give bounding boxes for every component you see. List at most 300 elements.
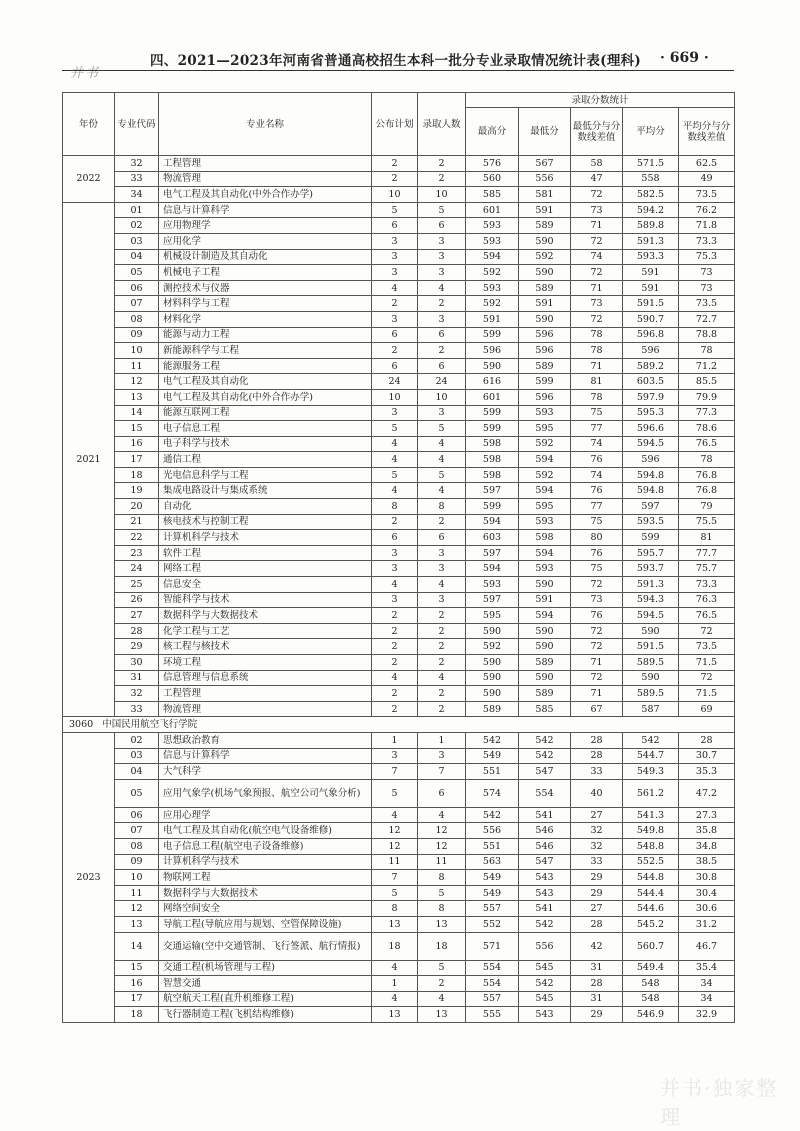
- avg-diff-cell: 73: [679, 265, 735, 281]
- max-cell: 585: [466, 187, 519, 203]
- name-cell: 智慧交通: [159, 976, 372, 992]
- avg-cell: 591.5: [623, 639, 679, 655]
- code-cell: 01: [115, 202, 159, 218]
- code-cell: 31: [115, 670, 159, 686]
- table-row: [63, 686, 735, 702]
- avg-diff-cell: 30.7: [679, 748, 735, 764]
- table-row: [63, 156, 735, 172]
- table-row: [63, 592, 735, 608]
- table-row: [63, 901, 735, 917]
- min-diff-cell: 33: [571, 764, 623, 780]
- min-cell: 596: [519, 343, 571, 359]
- min-cell: 593: [519, 405, 571, 421]
- admit-cell: 4: [418, 577, 466, 593]
- admit-cell: 6: [418, 779, 466, 807]
- min-cell: 543: [519, 885, 571, 901]
- plan-cell: 3: [372, 311, 418, 327]
- plan-cell: 2: [372, 623, 418, 639]
- name-cell: 电气工程及其自动化(中外合作办学): [159, 389, 372, 405]
- min-cell: 589: [519, 358, 571, 374]
- min-diff-cell: 74: [571, 467, 623, 483]
- max-cell: 557: [466, 901, 519, 917]
- table-row: [63, 916, 735, 932]
- max-cell: 571: [466, 932, 519, 960]
- name-cell: 导航工程(导航应用与规划、空管保障设施): [159, 916, 372, 932]
- admit-cell: 5: [418, 467, 466, 483]
- table-row: [63, 655, 735, 671]
- avg-cell: 594.8: [623, 467, 679, 483]
- min-cell: 546: [519, 823, 571, 839]
- min-diff-cell: 74: [571, 249, 623, 265]
- max-cell: 554: [466, 976, 519, 992]
- plan-cell: 2: [372, 655, 418, 671]
- table-row: [63, 639, 735, 655]
- code-cell: 24: [115, 561, 159, 577]
- code-cell: 03: [115, 233, 159, 249]
- admit-cell: 2: [418, 639, 466, 655]
- avg-diff-cell: 32.9: [679, 1007, 735, 1023]
- header-rule: [62, 70, 734, 71]
- avg-cell: 548: [623, 976, 679, 992]
- admit-cell: 3: [418, 748, 466, 764]
- name-cell: 智能科学与技术: [159, 592, 372, 608]
- max-cell: 556: [466, 823, 519, 839]
- min-cell: 595: [519, 421, 571, 437]
- min-diff-cell: 76: [571, 452, 623, 468]
- code-cell: 18: [115, 467, 159, 483]
- avg-diff-cell: 30.4: [679, 885, 735, 901]
- plan-cell: 1: [372, 976, 418, 992]
- avg-cell: 590: [623, 670, 679, 686]
- avg-cell: 542: [623, 732, 679, 748]
- max-cell: 603: [466, 530, 519, 546]
- avg-cell: 594.2: [623, 202, 679, 218]
- plan-cell: 13: [372, 916, 418, 932]
- max-cell: 590: [466, 655, 519, 671]
- table-row: [63, 561, 735, 577]
- page-number: · 669 ·: [660, 50, 709, 66]
- table-row: [63, 389, 735, 405]
- table-row: [63, 249, 735, 265]
- min-diff-cell: 72: [571, 577, 623, 593]
- min-diff-cell: 72: [571, 233, 623, 249]
- max-cell: 592: [466, 265, 519, 281]
- admit-cell: 3: [418, 561, 466, 577]
- min-diff-cell: 72: [571, 639, 623, 655]
- max-cell: 598: [466, 436, 519, 452]
- admit-cell: 6: [418, 358, 466, 374]
- min-cell: 590: [519, 623, 571, 639]
- avg-diff-cell: 76.2: [679, 202, 735, 218]
- name-cell: 光电信息科学与工程: [159, 467, 372, 483]
- institution-section: [63, 717, 735, 733]
- min-diff-cell: 76: [571, 483, 623, 499]
- min-diff-cell: 67: [571, 701, 623, 717]
- plan-cell: 10: [372, 187, 418, 203]
- min-diff-cell: 58: [571, 156, 623, 172]
- name-cell: 电气工程及其自动化(航空电气设备维修): [159, 823, 372, 839]
- admit-cell: 5: [418, 885, 466, 901]
- avg-cell: 594.3: [623, 592, 679, 608]
- code-cell: 17: [115, 452, 159, 468]
- min-cell: 542: [519, 732, 571, 748]
- col-year: 年份: [63, 93, 115, 156]
- admit-cell: 10: [418, 389, 466, 405]
- avg-cell: 548: [623, 991, 679, 1007]
- avg-cell: 591.5: [623, 296, 679, 312]
- max-cell: 594: [466, 249, 519, 265]
- admit-cell: 3: [418, 233, 466, 249]
- watermark: 并书·独家整理: [660, 1076, 779, 1129]
- name-cell: 思想政治教育: [159, 732, 372, 748]
- name-cell: 软件工程: [159, 545, 372, 561]
- admit-cell: 6: [418, 218, 466, 234]
- col-max: 最高分: [466, 108, 519, 156]
- avg-cell: 587: [623, 701, 679, 717]
- table-row: [63, 218, 735, 234]
- max-cell: 601: [466, 202, 519, 218]
- avg-cell: 561.2: [623, 779, 679, 807]
- name-cell: 数据科学与大数据技术: [159, 608, 372, 624]
- min-diff-cell: 28: [571, 732, 623, 748]
- avg-diff-cell: 73.5: [679, 187, 735, 203]
- avg-cell: 552.5: [623, 854, 679, 870]
- avg-diff-cell: 30.6: [679, 901, 735, 917]
- admit-cell: 1: [418, 732, 466, 748]
- plan-cell: 4: [372, 577, 418, 593]
- code-cell: 20: [115, 499, 159, 515]
- min-diff-cell: 80: [571, 530, 623, 546]
- min-diff-cell: 28: [571, 976, 623, 992]
- avg-diff-cell: 78.8: [679, 327, 735, 343]
- code-cell: 23: [115, 545, 159, 561]
- name-cell: 能源互联网工程: [159, 405, 372, 421]
- name-cell: 材料科学与工程: [159, 296, 372, 312]
- plan-cell: 5: [372, 467, 418, 483]
- min-diff-cell: 73: [571, 202, 623, 218]
- admit-cell: 18: [418, 932, 466, 960]
- admit-cell: 3: [418, 311, 466, 327]
- code-cell: 15: [115, 960, 159, 976]
- code-cell: 14: [115, 405, 159, 421]
- code-cell: 13: [115, 389, 159, 405]
- name-cell: 信息与计算科学: [159, 202, 372, 218]
- name-cell: 环境工程: [159, 655, 372, 671]
- min-cell: 543: [519, 1007, 571, 1023]
- max-cell: 590: [466, 686, 519, 702]
- avg-cell: 603.5: [623, 374, 679, 390]
- avg-cell: 582.5: [623, 187, 679, 203]
- col-avg-diff: 平均分与分数线差值: [679, 108, 735, 156]
- avg-diff-cell: 72: [679, 623, 735, 639]
- avg-cell: 594.8: [623, 483, 679, 499]
- min-cell: 541: [519, 901, 571, 917]
- avg-diff-cell: 78.6: [679, 421, 735, 437]
- name-cell: 数据科学与大数据技术: [159, 885, 372, 901]
- avg-diff-cell: 79.9: [679, 389, 735, 405]
- avg-cell: 548.8: [623, 838, 679, 854]
- name-cell: 网络工程: [159, 561, 372, 577]
- max-cell: 596: [466, 343, 519, 359]
- code-cell: 33: [115, 701, 159, 717]
- col-plan: 公布计划: [372, 93, 418, 156]
- avg-cell: 589.5: [623, 655, 679, 671]
- max-cell: 555: [466, 1007, 519, 1023]
- min-diff-cell: 47: [571, 171, 623, 187]
- name-cell: 物流管理: [159, 701, 372, 717]
- plan-cell: 4: [372, 452, 418, 468]
- avg-cell: 593.7: [623, 561, 679, 577]
- plan-cell: 3: [372, 233, 418, 249]
- max-cell: 554: [466, 960, 519, 976]
- name-cell: 信息安全: [159, 577, 372, 593]
- plan-cell: 5: [372, 421, 418, 437]
- plan-cell: 8: [372, 499, 418, 515]
- max-cell: 597: [466, 592, 519, 608]
- min-diff-cell: 71: [571, 280, 623, 296]
- code-cell: 27: [115, 608, 159, 624]
- min-cell: 592: [519, 436, 571, 452]
- min-cell: 594: [519, 608, 571, 624]
- code-cell: 32: [115, 156, 159, 172]
- min-cell: 590: [519, 233, 571, 249]
- min-diff-cell: 27: [571, 807, 623, 823]
- code-cell: 32: [115, 686, 159, 702]
- plan-cell: 11: [372, 854, 418, 870]
- name-cell: 物流管理: [159, 171, 372, 187]
- plan-cell: 4: [372, 991, 418, 1007]
- avg-diff-cell: 79: [679, 499, 735, 515]
- plan-cell: 1: [372, 732, 418, 748]
- min-diff-cell: 40: [571, 779, 623, 807]
- code-cell: 06: [115, 280, 159, 296]
- admit-cell: 2: [418, 514, 466, 530]
- max-cell: 598: [466, 467, 519, 483]
- max-cell: 557: [466, 991, 519, 1007]
- table-row: [63, 233, 735, 249]
- min-cell: 590: [519, 311, 571, 327]
- name-cell: 核电技术与控制工程: [159, 514, 372, 530]
- admit-cell: 2: [418, 171, 466, 187]
- code-cell: 08: [115, 311, 159, 327]
- name-cell: 电子科学与技术: [159, 436, 372, 452]
- table-row: [63, 545, 735, 561]
- code-cell: 12: [115, 901, 159, 917]
- name-cell: 机械电子工程: [159, 265, 372, 281]
- code-cell: 22: [115, 530, 159, 546]
- admit-cell: 5: [418, 421, 466, 437]
- min-diff-cell: 29: [571, 870, 623, 886]
- table-row: [63, 823, 735, 839]
- code-cell: 14: [115, 932, 159, 960]
- year-cell: 2022: [63, 156, 115, 203]
- min-cell: 591: [519, 202, 571, 218]
- code-cell: 11: [115, 358, 159, 374]
- admit-cell: 2: [418, 976, 466, 992]
- table-row: [63, 701, 735, 717]
- col-name: 专业名称: [159, 93, 372, 156]
- code-cell: 16: [115, 976, 159, 992]
- name-cell: 信息与计算科学: [159, 748, 372, 764]
- avg-diff-cell: 75.7: [679, 561, 735, 577]
- avg-cell: 549.4: [623, 960, 679, 976]
- max-cell: 549: [466, 870, 519, 886]
- min-cell: 596: [519, 389, 571, 405]
- avg-cell: 549.8: [623, 823, 679, 839]
- min-diff-cell: 81: [571, 374, 623, 390]
- avg-diff-cell: 71.5: [679, 655, 735, 671]
- name-cell: 电子信息工程(航空电子设备维修): [159, 838, 372, 854]
- max-cell: 601: [466, 389, 519, 405]
- name-cell: 网络空间安全: [159, 901, 372, 917]
- col-min-diff: 最低分与分数线差值: [571, 108, 623, 156]
- plan-cell: 4: [372, 960, 418, 976]
- avg-diff-cell: 75.3: [679, 249, 735, 265]
- code-cell: 03: [115, 748, 159, 764]
- min-cell: 592: [519, 467, 571, 483]
- avg-diff-cell: 35.3: [679, 764, 735, 780]
- publisher-logo: 并书: [70, 66, 101, 81]
- max-cell: 552: [466, 916, 519, 932]
- code-cell: 11: [115, 885, 159, 901]
- name-cell: 工程管理: [159, 686, 372, 702]
- avg-cell: 596.8: [623, 327, 679, 343]
- name-cell: 化学工程与工艺: [159, 623, 372, 639]
- avg-diff-cell: 72.7: [679, 311, 735, 327]
- name-cell: 飞行器制造工程(飞机结构维修): [159, 1007, 372, 1023]
- code-cell: 09: [115, 327, 159, 343]
- table-row: [63, 976, 735, 992]
- avg-cell: 591: [623, 265, 679, 281]
- plan-cell: 10: [372, 389, 418, 405]
- min-diff-cell: 75: [571, 514, 623, 530]
- code-cell: 08: [115, 838, 159, 854]
- avg-diff-cell: 76.3: [679, 592, 735, 608]
- table-row: [63, 670, 735, 686]
- max-cell: 593: [466, 577, 519, 593]
- max-cell: 590: [466, 623, 519, 639]
- admit-cell: 12: [418, 838, 466, 854]
- max-cell: 542: [466, 732, 519, 748]
- avg-diff-cell: 31.2: [679, 916, 735, 932]
- min-diff-cell: 75: [571, 405, 623, 421]
- name-cell: 机械设计制造及其自动化: [159, 249, 372, 265]
- max-cell: 563: [466, 854, 519, 870]
- code-cell: 12: [115, 374, 159, 390]
- min-diff-cell: 75: [571, 561, 623, 577]
- min-diff-cell: 77: [571, 499, 623, 515]
- max-cell: 549: [466, 885, 519, 901]
- avg-diff-cell: 30.8: [679, 870, 735, 886]
- plan-cell: 2: [372, 639, 418, 655]
- min-diff-cell: 71: [571, 358, 623, 374]
- plan-cell: 2: [372, 514, 418, 530]
- avg-cell: 544.4: [623, 885, 679, 901]
- avg-cell: 544.6: [623, 901, 679, 917]
- avg-cell: 594.5: [623, 436, 679, 452]
- max-cell: 595: [466, 608, 519, 624]
- table-row: [63, 870, 735, 886]
- name-cell: 信息管理与信息系统: [159, 670, 372, 686]
- max-cell: 551: [466, 838, 519, 854]
- min-diff-cell: 71: [571, 686, 623, 702]
- plan-cell: 3: [372, 561, 418, 577]
- min-cell: 590: [519, 265, 571, 281]
- min-cell: 592: [519, 249, 571, 265]
- min-diff-cell: 76: [571, 545, 623, 561]
- code-cell: 34: [115, 187, 159, 203]
- institution-name: 中国民用航空飞行学院: [102, 719, 198, 731]
- table-row: [63, 202, 735, 218]
- avg-cell: 591: [623, 280, 679, 296]
- avg-diff-cell: 76.8: [679, 483, 735, 499]
- table-row: [63, 187, 735, 203]
- plan-cell: 2: [372, 296, 418, 312]
- avg-cell: 599: [623, 530, 679, 546]
- plan-cell: 6: [372, 218, 418, 234]
- admit-cell: 2: [418, 623, 466, 639]
- table-row: [63, 452, 735, 468]
- code-cell: 28: [115, 623, 159, 639]
- max-cell: 594: [466, 561, 519, 577]
- min-cell: 589: [519, 686, 571, 702]
- admit-cell: 3: [418, 249, 466, 265]
- min-cell: 590: [519, 577, 571, 593]
- admit-cell: 8: [418, 499, 466, 515]
- avg-cell: 589.2: [623, 358, 679, 374]
- name-cell: 应用化学: [159, 233, 372, 249]
- admit-cell: 13: [418, 1007, 466, 1023]
- table-row: [63, 577, 735, 593]
- admit-cell: 2: [418, 686, 466, 702]
- min-cell: 541: [519, 807, 571, 823]
- min-diff-cell: 78: [571, 327, 623, 343]
- plan-cell: 2: [372, 701, 418, 717]
- plan-cell: 2: [372, 171, 418, 187]
- min-diff-cell: 74: [571, 436, 623, 452]
- min-cell: 542: [519, 916, 571, 932]
- plan-cell: 8: [372, 901, 418, 917]
- table-row: [63, 327, 735, 343]
- admit-cell: 2: [418, 343, 466, 359]
- name-cell: 应用物理学: [159, 218, 372, 234]
- avg-cell: 593.3: [623, 249, 679, 265]
- min-cell: 596: [519, 327, 571, 343]
- table-row: [63, 748, 735, 764]
- code-cell: 07: [115, 823, 159, 839]
- avg-cell: 591.3: [623, 233, 679, 249]
- min-diff-cell: 72: [571, 187, 623, 203]
- avg-diff-cell: 62.5: [679, 156, 735, 172]
- code-cell: 25: [115, 577, 159, 593]
- avg-diff-cell: 72: [679, 670, 735, 686]
- code-cell: 26: [115, 592, 159, 608]
- code-cell: 33: [115, 171, 159, 187]
- admit-cell: 11: [418, 854, 466, 870]
- name-cell: 计算机科学与技术: [159, 854, 372, 870]
- code-cell: 30: [115, 655, 159, 671]
- min-diff-cell: 72: [571, 311, 623, 327]
- avg-diff-cell: 27.3: [679, 807, 735, 823]
- avg-diff-cell: 73: [679, 280, 735, 296]
- max-cell: 593: [466, 218, 519, 234]
- min-diff-cell: 31: [571, 991, 623, 1007]
- table-row: [63, 171, 735, 187]
- admit-cell: 12: [418, 823, 466, 839]
- avg-cell: 546.9: [623, 1007, 679, 1023]
- avg-diff-cell: 76.5: [679, 436, 735, 452]
- min-cell: 594: [519, 483, 571, 499]
